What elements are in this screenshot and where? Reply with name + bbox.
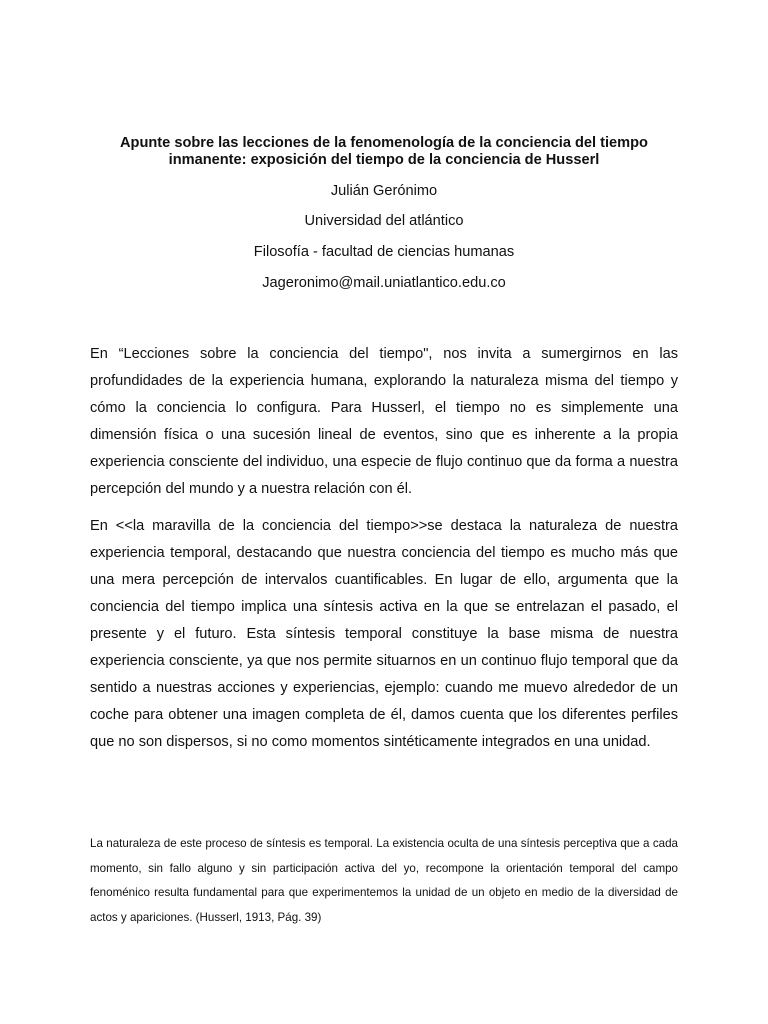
body-paragraph-1: En “Lecciones sobre la conciencia del tiempo", nos invita a sumergirnos en las profundidades de la experiencia humana, explorando la naturaleza misma del tiempo y cómo la conciencia lo configura. Para Husserl, el tiempo no es simplemente una dimensión física o una sucesión lineal de eventos, sino que es inherente a la propia experiencia consciente del individuo, una especie de flujo continuo que da forma a nuestra percepción del mundo y a nuestra relación con él. <box>90 346 678 497</box>
body-paragraph-2: En <<la maravilla de la conciencia del tiempo>>se destaca la naturaleza de nuestra experiencia temporal, destacando que nuestra conciencia del tiempo es mucho más que una mera percepción de intervalos cuantificables. En lugar de ello, argumenta que la conciencia del tiempo implica una síntesis activa en la que se entrelazan el pasado, el presente y el futuro. Esta síntesis temporal constituye la base misma de nuestra experiencia consciente, ya que nos permite situarnos en un continuo flujo temporal que da sentido a nuestras acciones y experiencias, ejemplo: cuando me muevo alrededor de un coche para obtener una imagen completa de él, damos cuenta que los diferentes perfiles que no son dispersos, si no como momentos sintéticamente integrados en una unidad. <box>90 518 678 750</box>
department-name: Filosofía - facultad de ciencias humanas <box>253 244 515 260</box>
block-quote: La naturaleza de este proceso de síntesis es temporal. La existencia oculta de una síntesis perceptiva que a cada momento, sin fallo alguno y sin participación activa del yo, recompone la orientación temporal del campo fenoménico resulta fundamental para que experimentemos la unidad de un objeto en medio de la diversidad de actos y apariciones. (Husserl, 1913, Pág. 39) <box>90 837 678 924</box>
institution-name: Universidad del atlántico <box>304 213 464 229</box>
author-name: Julián Gerónimo <box>330 183 438 199</box>
document-title: Apunte sobre las lecciones de la fenomenología de la conciencia del tiempo inmanente: exposición del tiempo de la conciencia de Husserl <box>120 135 648 168</box>
author-email: Jageronimo@mail.uniatlantico.edu.co <box>262 275 506 291</box>
